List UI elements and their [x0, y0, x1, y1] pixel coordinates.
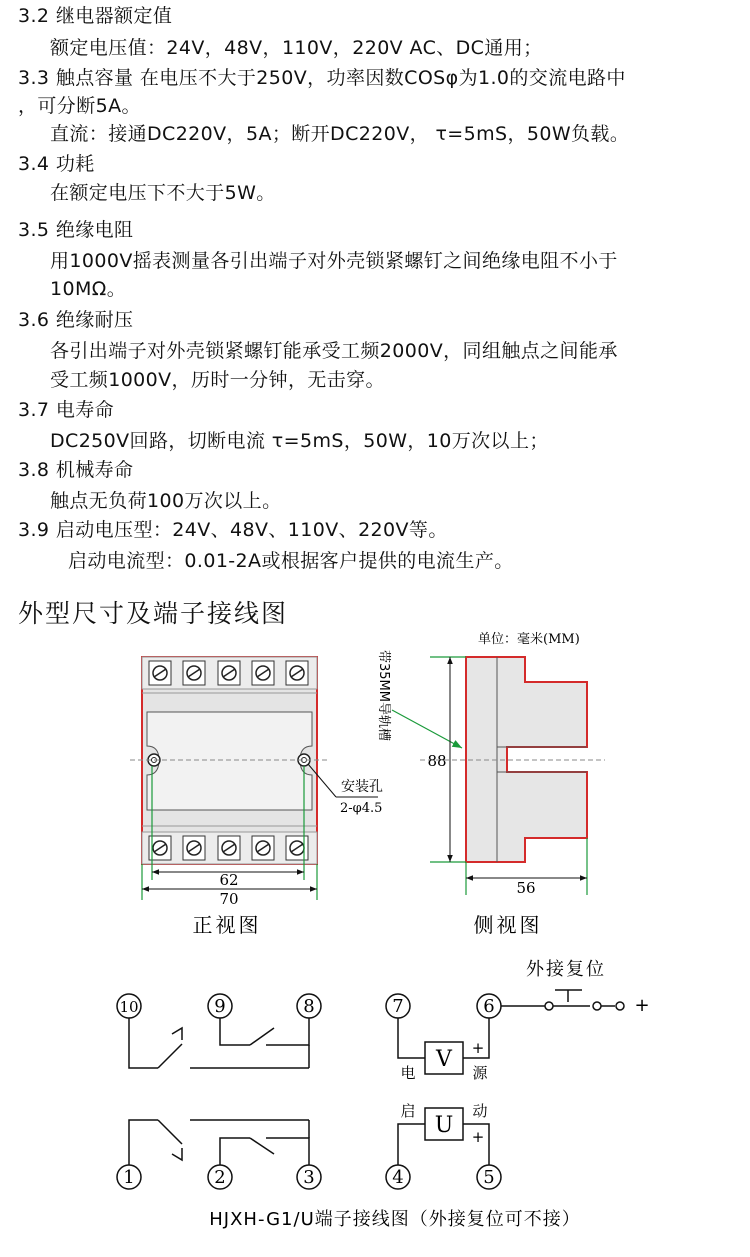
reset-plus: +: [634, 995, 650, 1016]
spec-3-6-text-1: 各引出端子对外壳锁紧螺钉能承受工频2000V，同组触点之间能承: [50, 340, 618, 362]
terminal-screw-icon: [252, 661, 274, 685]
terminal-screw-icon: [286, 836, 308, 860]
terminal-1-label: 1: [123, 1167, 135, 1188]
spec-3-9-text: 启动电流型：0.01-2A或根据客户提供的电流生产。: [68, 550, 514, 572]
spec-3-2-text: 额定电压值：24V，48V，110V，220V AC、DC通用；: [50, 37, 543, 59]
hole-label: 安装孔: [341, 779, 383, 795]
terminal-screw-icon: [218, 836, 240, 860]
spec-3-8-title: 3.8 机械寿命: [18, 459, 134, 481]
terminal-7-label: 7: [392, 996, 404, 1017]
front-view-caption: 正视图: [192, 913, 262, 937]
label-qi: 启: [400, 1102, 416, 1120]
terminal-9-label: 9: [214, 996, 226, 1017]
label-dian: 电: [400, 1064, 416, 1082]
v-box-label: V: [436, 1047, 452, 1072]
side-view: [376, 631, 605, 937]
spec-3-6-text-2: 受工频1000V，历时一分钟，无击穿。: [50, 369, 385, 391]
spec-3-5-title: 3.5 绝缘电阻: [18, 219, 134, 241]
hole-spec: 2-φ4.5: [340, 801, 383, 816]
terminal-2-label: 2: [214, 1167, 226, 1188]
front-dim-inner: 62: [219, 871, 239, 889]
wiring-cn-labels: [209, 959, 649, 1230]
spec-3-5-text-2: 10MΩ。: [50, 278, 127, 300]
side-dim-width: 56: [516, 879, 536, 897]
spec-3-4-text: 在额定电压下不大于5W。: [50, 182, 276, 204]
u-box-label: U: [434, 1113, 454, 1138]
terminal-3-label: 3: [303, 1167, 315, 1188]
rail-slot-label: 带35MM导轨槽: [376, 650, 391, 741]
spec-3-6-title: 3.6 绝缘耐压: [18, 309, 134, 331]
terminal-screw-icon: [183, 661, 205, 685]
terminal-screw-icon: [149, 661, 171, 685]
terminal-screw-icon: [218, 661, 240, 685]
wiring-labels: [119, 996, 494, 1188]
terminal-5-label: 5: [483, 1167, 495, 1188]
label-dong: 动: [472, 1102, 488, 1120]
terminal-screw-icon: [252, 836, 274, 860]
wiring-diagram: [117, 990, 624, 1189]
spec-3-8-text: 触点无负荷100万次以上。: [50, 490, 282, 512]
reset-label: 外接复位: [526, 959, 606, 980]
terminal-screw-icon: [183, 836, 205, 860]
side-dim-height: 88: [427, 752, 447, 770]
front-view: [130, 657, 383, 937]
terminal-8-label: 8: [303, 996, 315, 1017]
spec-3-7-title: 3.7 电寿命: [18, 399, 115, 421]
spec-3-2-title: 3.2 继电器额定值: [18, 5, 173, 27]
u-plus: +: [471, 1128, 485, 1146]
spec-3-5-text-1: 用1000V摇表测量各引出端子对外壳锁紧螺钉之间绝缘电阻不小于: [50, 250, 618, 272]
section-title: 外型尺寸及端子接线图: [18, 599, 289, 628]
terminal-4-label: 4: [392, 1167, 404, 1188]
side-view-caption: 侧视图: [473, 913, 543, 937]
wiring-caption: HJXH-G1/U端子接线图（外接复位可不接）: [209, 1209, 581, 1230]
v-plus: +: [471, 1039, 485, 1057]
terminal-10-label: 10: [119, 998, 139, 1016]
spec-3-3-text-1: ，可分断5A。: [18, 95, 141, 117]
spec-3-9-title: 3.9 启动电压型：24V、48V、110V、220V等。: [18, 519, 448, 541]
spec-3-3-text-2: 直流：接通DC220V，5A；断开DC220V， τ=5mS，50W负载。: [50, 123, 630, 145]
unit-label: 单位：毫米(MM): [478, 632, 580, 647]
spec-3-3-title: 3.3 触点容量 在电压不大于250V，功率因数COSφ为1.0的交流电路中: [18, 67, 626, 89]
terminal-screw-icon: [286, 661, 308, 685]
spec-3-7-text: DC250V回路，切断电流 τ=5mS，50W，10万次以上；: [50, 430, 549, 452]
terminal-6-label: 6: [483, 996, 495, 1017]
spec-3-4-title: 3.4 功耗: [18, 153, 95, 175]
label-yuan: 源: [472, 1064, 488, 1082]
front-dim-outer: 70: [219, 890, 239, 908]
